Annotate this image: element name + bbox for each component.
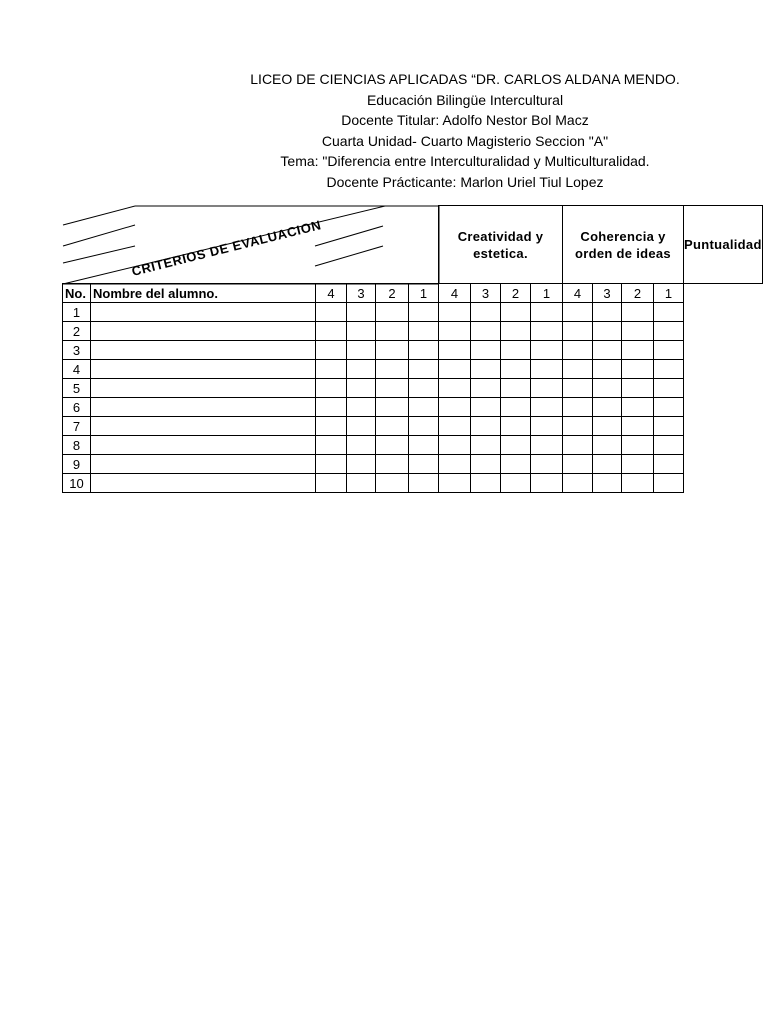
score-cell [409, 474, 439, 493]
score-cell [409, 379, 439, 398]
score-cell [471, 455, 501, 474]
score-cell [593, 360, 622, 379]
score-header: 4 [439, 284, 471, 303]
score-cell [622, 436, 654, 455]
score-cell [376, 436, 409, 455]
score-cell [501, 474, 531, 493]
row-number: 8 [63, 436, 91, 455]
score-header: 2 [501, 284, 531, 303]
score-cell [531, 341, 563, 360]
score-cell [439, 455, 471, 474]
score-cell [347, 322, 376, 341]
student-name-cell [91, 322, 316, 341]
score-cell [471, 379, 501, 398]
score-cell [501, 322, 531, 341]
topic: Tema: "Diferencia entre Interculturalidad y Multiculturalidad. [280, 153, 650, 169]
row-number: 2 [63, 322, 91, 341]
score-cell [439, 417, 471, 436]
score-cell [376, 474, 409, 493]
score-cell [531, 417, 563, 436]
row-number: 7 [63, 417, 91, 436]
unit-section: Cuarta Unidad- Cuarto Magisterio Seccion "A" [321, 132, 609, 149]
score-cell [376, 341, 409, 360]
score-cell [347, 436, 376, 455]
student-rows [63, 303, 763, 493]
score-cell [593, 455, 622, 474]
row-number: 5 [63, 379, 91, 398]
score-cell [347, 474, 376, 493]
table-row [63, 436, 763, 455]
school-name: LICEO DE CIENCIAS APLICADAS “DR. CARLOS ALDANA MENDO. [250, 71, 680, 87]
criteria-diagonal-label: CRITERIOS DE EVALUACION [129, 216, 323, 279]
row-number: 6 [63, 398, 91, 417]
program-name: Educación Bilingüe Intercultural [366, 91, 564, 108]
score-cell [622, 360, 654, 379]
score-cell [622, 417, 654, 436]
score-cell [409, 398, 439, 417]
score-cell [316, 379, 347, 398]
row-number: 1 [63, 303, 91, 322]
score-cell [654, 303, 684, 322]
student-name-cell [91, 417, 316, 436]
score-cell [471, 436, 501, 455]
score-cell [471, 474, 501, 493]
criterion-creatividad: Creatividad y estetica. [439, 206, 563, 284]
student-name-cell [91, 360, 316, 379]
score-cell [347, 303, 376, 322]
score-cell [347, 379, 376, 398]
score-cell [471, 398, 501, 417]
score-cell [654, 341, 684, 360]
student-name-cell [91, 303, 316, 322]
score-cell [471, 360, 501, 379]
score-cell [622, 398, 654, 417]
student-name-cell [91, 398, 316, 417]
table-row [63, 474, 763, 493]
table-row [63, 341, 763, 360]
score-cell [316, 322, 347, 341]
score-cell [439, 322, 471, 341]
criteria-diagonal-cell [63, 206, 439, 284]
score-cell [501, 455, 531, 474]
table-row [63, 322, 763, 341]
student-name-cell [91, 455, 316, 474]
score-cell [376, 379, 409, 398]
score-cell [409, 436, 439, 455]
score-cell [531, 379, 563, 398]
score-cell [531, 360, 563, 379]
score-cell [471, 417, 501, 436]
student-name-cell [91, 436, 316, 455]
score-cell [563, 474, 593, 493]
score-header: 3 [471, 284, 501, 303]
score-cell [593, 341, 622, 360]
score-cell [563, 379, 593, 398]
score-cell [316, 341, 347, 360]
score-header: 3 [593, 284, 622, 303]
score-cell [439, 474, 471, 493]
score-cell [563, 417, 593, 436]
score-cell [409, 360, 439, 379]
score-cell [376, 322, 409, 341]
score-header: 4 [316, 284, 347, 303]
score-cell [501, 398, 531, 417]
score-cell [409, 341, 439, 360]
score-cell [439, 360, 471, 379]
table-row [63, 303, 763, 322]
row-number: 10 [63, 474, 91, 493]
score-cell [347, 455, 376, 474]
score-cell [501, 379, 531, 398]
score-cell [563, 360, 593, 379]
rubric-table-wrap [62, 205, 763, 493]
score-cell [654, 322, 684, 341]
score-cell [439, 398, 471, 417]
score-cell [347, 398, 376, 417]
score-header: 4 [563, 284, 593, 303]
score-cell [563, 322, 593, 341]
teacher-name: Docente Titular: Adolfo Nestor Bol Macz [341, 112, 589, 128]
score-cell [622, 455, 654, 474]
score-cell [563, 455, 593, 474]
table-row [63, 417, 763, 436]
score-cell [471, 303, 501, 322]
score-cell [593, 303, 622, 322]
table-row [63, 360, 763, 379]
score-cell [316, 398, 347, 417]
criterion-coherencia: Coherencia y orden de ideas [563, 206, 684, 284]
score-cell [439, 379, 471, 398]
score-header: 3 [347, 284, 376, 303]
score-cell [439, 341, 471, 360]
score-cell [593, 398, 622, 417]
student-name-cell [91, 341, 316, 360]
score-cell [622, 474, 654, 493]
table-row [63, 398, 763, 417]
score-cell [563, 436, 593, 455]
score-cell [531, 303, 563, 322]
score-cell [654, 360, 684, 379]
score-header: 2 [376, 284, 409, 303]
score-cell [316, 436, 347, 455]
score-cell [409, 455, 439, 474]
score-header: 1 [654, 284, 684, 303]
score-cell [622, 341, 654, 360]
score-cell [347, 417, 376, 436]
score-cell [316, 474, 347, 493]
score-cell [563, 398, 593, 417]
score-cell [439, 436, 471, 455]
score-cell [593, 379, 622, 398]
score-cell [376, 417, 409, 436]
score-cell [622, 303, 654, 322]
score-cell [622, 379, 654, 398]
score-cell [593, 322, 622, 341]
score-cell [376, 303, 409, 322]
score-cell [654, 417, 684, 436]
score-cell [654, 474, 684, 493]
score-cell [501, 341, 531, 360]
column-header-no: No. [63, 284, 91, 303]
diagonal-lines [63, 206, 439, 284]
student-teacher: Docente Prácticante: Marlon Uriel Tiul Lopez [326, 173, 604, 190]
score-cell [593, 474, 622, 493]
score-cell [439, 303, 471, 322]
score-cell [501, 303, 531, 322]
score-cell [531, 398, 563, 417]
score-cell [316, 455, 347, 474]
score-cell [654, 379, 684, 398]
score-cell [501, 360, 531, 379]
score-cell [654, 455, 684, 474]
student-name-cell [91, 379, 316, 398]
document-header [200, 69, 730, 192]
score-cell [316, 360, 347, 379]
column-header-name: Nombre del alumno. [91, 284, 316, 303]
table-row [63, 455, 763, 474]
score-cell [563, 341, 593, 360]
score-cell [593, 436, 622, 455]
score-header: 1 [409, 284, 439, 303]
score-cell [316, 417, 347, 436]
score-header: 1 [531, 284, 563, 303]
score-cell [316, 303, 347, 322]
score-cell [593, 417, 622, 436]
score-cell [409, 303, 439, 322]
score-cell [501, 417, 531, 436]
row-number: 4 [63, 360, 91, 379]
score-cell [531, 436, 563, 455]
score-cell [531, 474, 563, 493]
criterion-puntualidad: Puntualidad [684, 206, 763, 284]
score-cell [376, 455, 409, 474]
score-cell [531, 322, 563, 341]
score-cell [654, 398, 684, 417]
score-cell [563, 303, 593, 322]
score-cell [347, 360, 376, 379]
column-header-row [63, 284, 763, 303]
score-cell [376, 360, 409, 379]
score-cell [471, 322, 501, 341]
score-cell [347, 341, 376, 360]
score-cell [376, 398, 409, 417]
score-header: 2 [622, 284, 654, 303]
rubric-table [62, 205, 763, 493]
row-number: 3 [63, 341, 91, 360]
table-row [63, 379, 763, 398]
student-name-cell [91, 474, 316, 493]
score-cell [409, 417, 439, 436]
score-cell [622, 322, 654, 341]
score-cell [471, 341, 501, 360]
score-cell [501, 436, 531, 455]
score-cell [654, 436, 684, 455]
score-cell [531, 455, 563, 474]
criteria-header-row [63, 206, 763, 284]
score-cell [409, 322, 439, 341]
row-number: 9 [63, 455, 91, 474]
